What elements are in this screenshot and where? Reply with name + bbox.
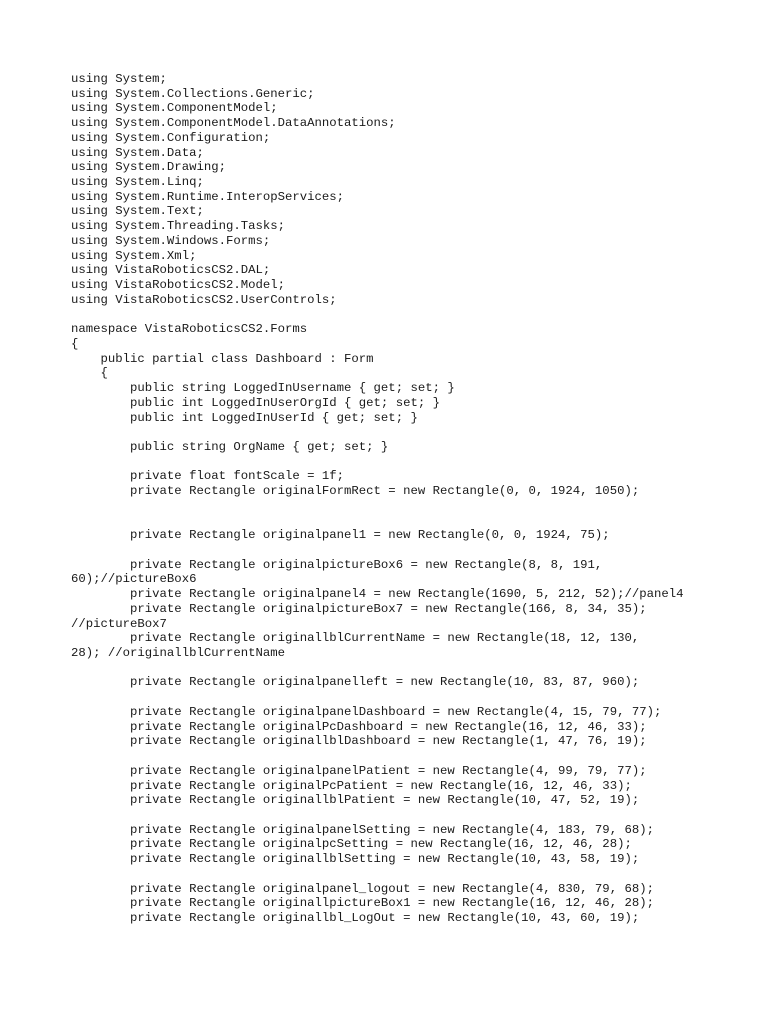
code-line: private Rectangle originalpictureBox7 = new Rectangle(166, 8, 34, 35);: [71, 601, 647, 616]
code-line: private Rectangle originalpanelPatient = new Rectangle(4, 99, 79, 77);: [71, 763, 647, 778]
blank-line: [71, 808, 751, 823]
code-line: private float fontScale = 1f;: [71, 469, 345, 484]
code-line: using VistaRoboticsCS2.DAL;: [71, 263, 271, 278]
code-line: using System.Windows.Forms;: [71, 233, 271, 248]
blank-line: [71, 425, 751, 440]
blank-line: [71, 867, 751, 882]
code-line: private Rectangle originallblCurrentName = new Rectangle(18, 12, 130,: [71, 631, 640, 646]
blank-line: [71, 690, 751, 705]
code-line: using System.Text;: [71, 204, 204, 219]
blank-line: [71, 749, 751, 764]
code-line: using System.Xml;: [71, 248, 197, 263]
code-line: using System.Threading.Tasks;: [71, 219, 286, 234]
code-line: private Rectangle originalpcSetting = new Rectangle(16, 12, 46, 28);: [71, 837, 632, 852]
code-line: {: [71, 336, 79, 351]
blank-line: [71, 455, 751, 470]
code-line: //pictureBox7: [71, 616, 167, 631]
code-line: using System.Runtime.InteropServices;: [71, 189, 345, 204]
blank-line: [71, 543, 751, 558]
code-line: private Rectangle originalpanel1 = new Rectangle(0, 0, 1924, 75);: [71, 528, 610, 543]
blank-line: [71, 514, 751, 529]
code-line: private Rectangle originallblPatient = new Rectangle(10, 47, 52, 19);: [71, 793, 640, 808]
code-block: [71, 72, 751, 926]
code-line: public int LoggedInUserOrgId { get; set; }: [71, 395, 440, 410]
code-line: 60);//pictureBox6: [71, 572, 197, 587]
code-line: private Rectangle originalPcPatient = new Rectangle(16, 12, 46, 33);: [71, 778, 632, 793]
code-line: using System.Linq;: [71, 175, 204, 190]
code-line: using System;: [71, 72, 167, 86]
code-line: using VistaRoboticsCS2.Model;: [71, 278, 286, 293]
code-line: private Rectangle originallblDashboard = new Rectangle(1, 47, 76, 19);: [71, 734, 647, 749]
code-line: private Rectangle originalpictureBox6 = new Rectangle(8, 8, 191,: [71, 557, 603, 572]
code-line: public string OrgName { get; set; }: [71, 439, 389, 454]
code-line: private Rectangle originalPcDashboard = new Rectangle(16, 12, 46, 33);: [71, 719, 647, 734]
code-line: using System.ComponentModel;: [71, 101, 278, 116]
code-line: 28); //originallblCurrentName: [71, 646, 286, 661]
code-line: private Rectangle originalpanelDashboard = new Rectangle(4, 15, 79, 77);: [71, 704, 662, 719]
code-line: using System.Drawing;: [71, 160, 226, 175]
code-line: public int LoggedInUserId { get; set; }: [71, 410, 418, 425]
code-line: private Rectangle originalpanel4 = new Rectangle(1690, 5, 212, 52);//panel4: [71, 587, 684, 602]
code-line: private Rectangle originallblSetting = new Rectangle(10, 43, 58, 19);: [71, 852, 640, 867]
code-line: public partial class Dashboard : Form: [71, 351, 374, 366]
code-line: public string LoggedInUsername { get; set; }: [71, 381, 455, 396]
code-line: private Rectangle originalpanelleft = new Rectangle(10, 83, 87, 960);: [71, 675, 640, 690]
blank-line: [71, 661, 751, 676]
code-line: private Rectangle originallpictureBox1 = new Rectangle(16, 12, 46, 28);: [71, 896, 654, 911]
code-line: using VistaRoboticsCS2.UserControls;: [71, 292, 337, 307]
blank-line: [71, 499, 751, 514]
code-line: private Rectangle originallbl_LogOut = new Rectangle(10, 43, 60, 19);: [71, 910, 640, 925]
code-line: using System.Collections.Generic;: [71, 86, 315, 101]
code-line: namespace VistaRoboticsCS2.Forms: [71, 322, 308, 337]
code-line: private Rectangle originalpanelSetting = new Rectangle(4, 183, 79, 68);: [71, 822, 654, 837]
blank-line: [71, 308, 751, 323]
code-line: using System.ComponentModel.DataAnnotations;: [71, 116, 396, 131]
code-line: private Rectangle originalpanel_logout = new Rectangle(4, 830, 79, 68);: [71, 881, 654, 896]
code-line: using System.Configuration;: [71, 130, 271, 145]
code-line: {: [71, 366, 108, 381]
code-line: private Rectangle originalFormRect = new Rectangle(0, 0, 1924, 1050);: [71, 484, 640, 499]
code-line: using System.Data;: [71, 145, 204, 160]
